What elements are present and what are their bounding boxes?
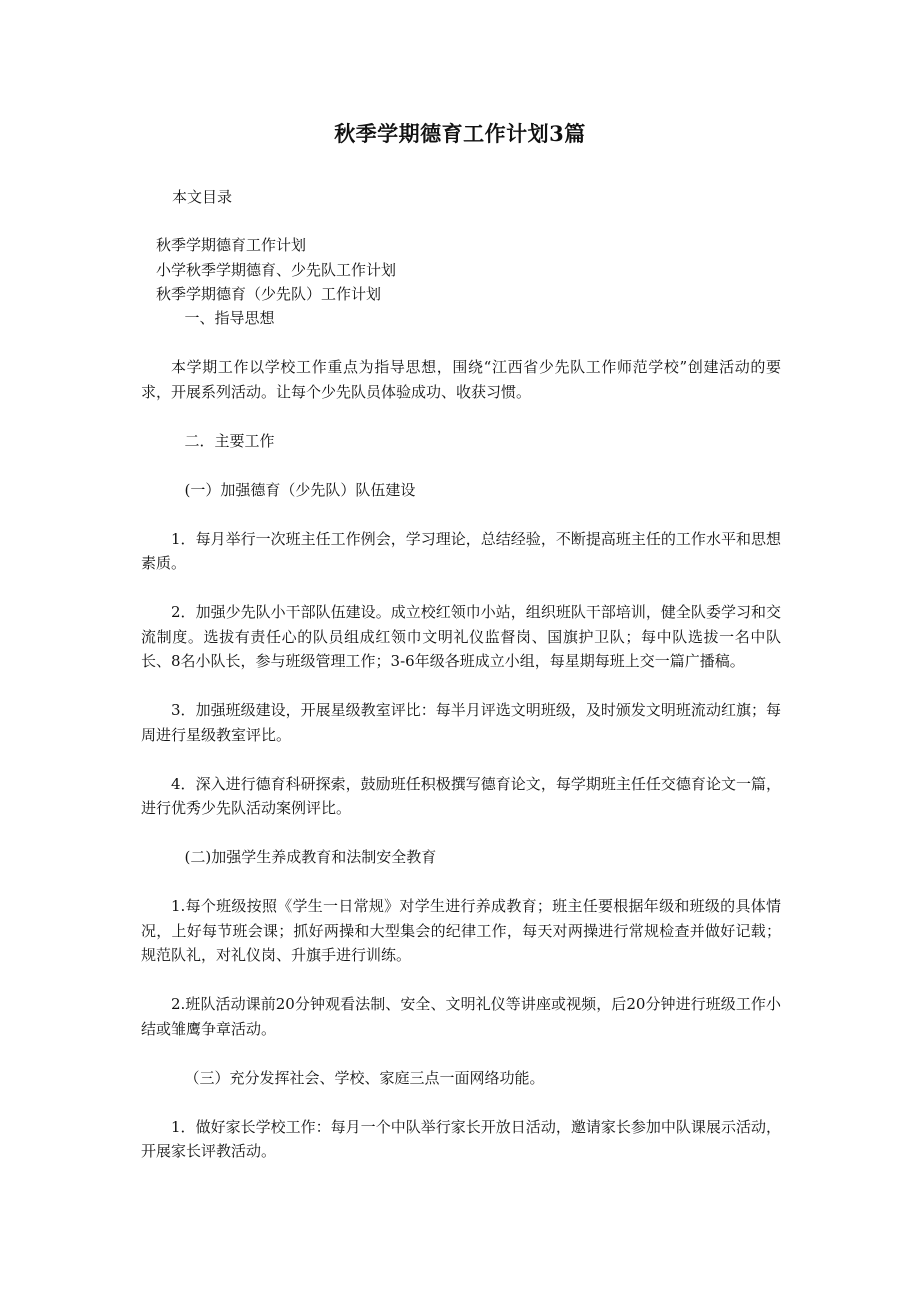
subsection-heading-2: (二)加强学生养成教育和法制安全教育 <box>184 848 437 866</box>
paragraph-guiding: 本学期工作以学校工作重点为指导思想，围绕“江西省少先队工作师范学校”创建活动的要求，开展系列活动。让每个少先队员体验成功、收获习惯。 <box>141 358 781 401</box>
subsection-heading-3: （三）充分发挥社会、学校、家庭三点一面网络功能。 <box>184 1068 545 1087</box>
toc-item[interactable]: 小学秋季学期德育、少先队工作计划 <box>156 260 397 279</box>
list-item: 4．深入进行德育科研探索，鼓励班任积极撰写德育论文，每学期班主任任交德育论文一篇，进行优秀少先队活动案例评比。 <box>141 774 781 817</box>
toc-item[interactable]: 秋季学期德育（少先队）工作计划 <box>156 285 382 303</box>
document-body <box>141 306 781 1164</box>
subsection-heading-1: (一）加强德育（少先队）队伍建设 <box>184 480 416 499</box>
list-item: 1．做好家长学校工作：每月一个中队举行家长开放日活动，邀请家长参加中队课展示活动，开展家长评教活动。 <box>141 1117 781 1160</box>
list-item: 3．加强班级建设，开展星级教室评比：每半月评选文明班级，及时颁发文明班流动红旗；每周进行星级教室评比。 <box>141 701 781 744</box>
table-of-contents <box>156 233 396 307</box>
list-item: 1.每个班级按照《学生一日常规》对学生进行养成教育；班主任要根据年级和班级的具体情况，上好每节班会课；抓好两操和大型集会的纪律工作，每天对两操进行常规检查并做好记载；规范队礼，对礼仪岗、升旗手进行训练。 <box>141 897 781 964</box>
toc-heading: 本文目录 <box>172 188 233 206</box>
list-item: 2．加强少先队小干部队伍建设。成立校红领巾小站，组织班队干部培训，健全队委学习和交流制度。选拔有责任心的队员组成红领巾文明礼仪监督岗、国旗护卫队；每中队选拔一名中队长、8名小队长，参与班级管理工作；3-6年级各班成立小组，每星期每班上交一篇广播稿。 <box>141 603 781 670</box>
list-item: 1．每月举行一次班主任工作例会，学习理论，总结经验，不断提高班主任的工作水平和思想素质。 <box>141 529 781 572</box>
document-title: 秋季学期德育工作计划3篇 <box>334 121 586 146</box>
list-item: 2.班队活动课前20分钟观看法制、安全、文明礼仪等讲座或视频，后20分钟进行班级工作小结或雏鹰争章活动。 <box>141 995 781 1038</box>
toc-item[interactable]: 秋季学期德育工作计划 <box>156 236 307 254</box>
section-heading-guiding: 一、指导思想 <box>184 309 275 327</box>
section-heading-main: 二．主要工作 <box>184 431 275 450</box>
